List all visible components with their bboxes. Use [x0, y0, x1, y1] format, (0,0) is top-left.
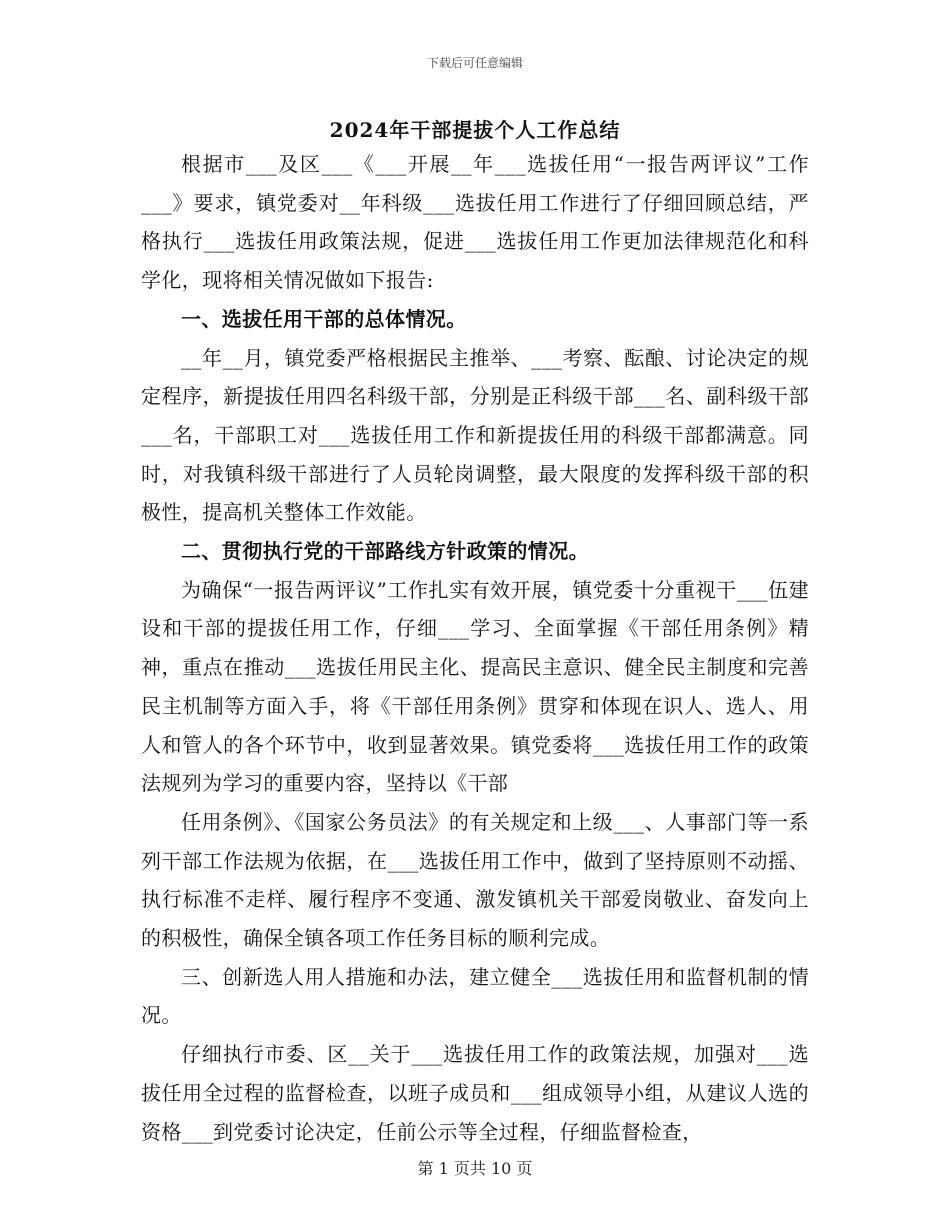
section-heading-3: 三、创新选人用人措施和办法，建立健全___选拔任用和监督机制的情况。	[141, 964, 809, 1028]
page-number-footer: 第 1 页共 10 页	[417, 1159, 533, 1178]
document-body	[141, 145, 809, 1151]
paragraph-section-1: __年__月，镇党委严格根据民主推举、___考察、酝酿、讨论决定的规定程序，新提拔任用四名科级干部，分别是正科级干部___名、副科级干部___名，干部职工对___选拔任用工作和新提拔任用的科级干部都满意。同时，对我镇科级干部进行了人员轮岗调整，最大限度的发挥科级干部的积极性，提高机关整体工作效能。	[141, 345, 809, 525]
document-title: 2024年干部提拔个人工作总结	[329, 118, 621, 142]
section-heading-2: 二、贯彻执行党的干部路线方针政策的情况。	[181, 539, 589, 564]
header-note: 下载后可任意编辑	[426, 56, 523, 70]
paragraph-section-2b: 任用条例》、《国家公务员法》的有关规定和上级___、人事部门等一系列干部工作法规为依据，在___选拔任用工作中，做到了坚持原则不动摇、执行标准不走样、履行程序不变通、激发镇机关干部爱岗敬业、奋发向上的积极性，确保全镇各项工作任务目标的顺利完成。	[141, 809, 809, 951]
paragraph-intro: 根据市___及区___《___开展__年___选拔任用“一报告两评议”工作___》要求，镇党委对__年科级___选拔任用工作进行了仔细回顾总结，严格执行___选拔任用政策法规，促进___选拔任用工作更加法律规范化和科学化，现将相关情况做如下报告:	[141, 152, 809, 293]
paragraph-section-3: 仔细执行市委、区__关于___选拔任用工作的政策法规，加强对___选拔任用全过程的监督检查，以班子成员和___组成领导小组，从建议人选的资格___到党委讨论决定，任前公示等全过程，仔细监督检查，	[141, 1042, 809, 1144]
section-heading-1: 一、选拔任用干部的总体情况。	[181, 306, 467, 331]
paragraph-section-2a: 为确保“一报告两评议”工作扎实有效开展，镇党委十分重视干___伍建设和干部的提拔任用工作，仔细___学习、全面掌握《干部任用条例》精神，重点在推动___选拔任用民主化、提高民主意识、健全民主制度和完善民主机制等方面入手，将《干部任用条例》贯穿和体现在识人、选人、用人和管人的各个环节中，收到显著效果。镇党委将___选拔任用工作的政策法规列为学习的重要内容，坚持以《干部	[141, 577, 809, 796]
